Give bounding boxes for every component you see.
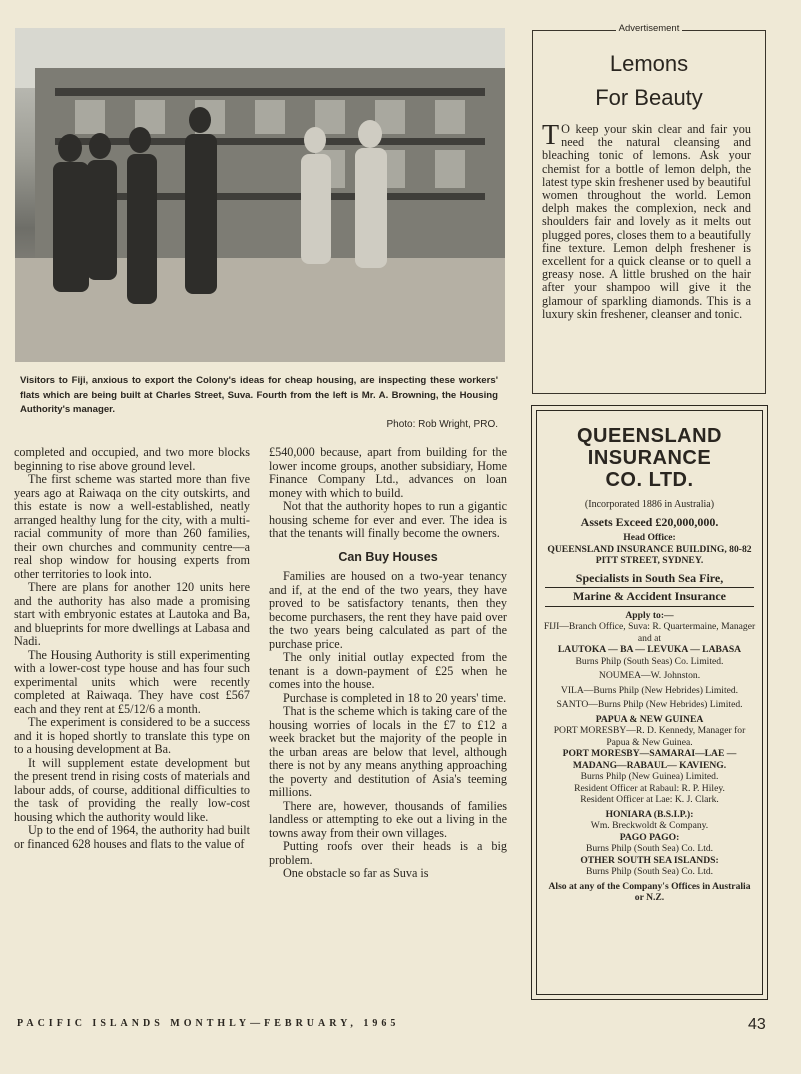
agent-line: Burns Philp (South Seas) Co. Limited. xyxy=(575,655,724,667)
paragraph: £540,000 because, apart from building for the lower income groups, another subsidiary, Home Finance Company Ltd., advances on loan money with which to build. xyxy=(269,445,507,500)
ad-body: T O keep your skin clear and fair you need the natural cleansing and bleaching tonic of lemons. Ask your chemist for a bottle of lemon delph, the latest type skin freshener used by beautiful women throughout the world. Lemon delph makes the complexion, neck and shoulders fair and lovely as it melts out plugged pores, closes them to a beautifully fine texture. Lemon delph freshener is excellent for a quick cleanse or to quell a greasy nose. A little brushed on the hair after your shampoo will give it the glamour of sparkling diamonds. This is a luxury skin freshener, cleanser and tonic. xyxy=(542,120,751,321)
photo-credit: Photo: Rob Wright, PRO. xyxy=(386,418,498,430)
agent-line: LAUTOKA — BA — LEVUKA — LABASA xyxy=(557,644,742,655)
head-office-address: QUEENSLAND INSURANCE BUILDING, 80-82 PITT STREET, SYDNEY. xyxy=(547,543,752,566)
agent-line: Resident Officer at Rabaul: R. P. Hiley. xyxy=(574,782,725,794)
paragraph: That is the scheme which is taking care of the housing worries of locals in the £7 to £12 a week bracket but the majority of the people in the urban areas are below that level, although there is not by any means anything approaching the poverty and destitution of Asia's teeming millions. xyxy=(269,704,507,799)
article-column-1 xyxy=(14,446,250,851)
ad-title: Lemons For Beauty xyxy=(595,51,703,110)
agent-line: Burns Philp (South Sea) Co. Ltd. xyxy=(585,843,714,854)
paragraph: Not that the authority hopes to run a gigantic housing scheme for ever and ever. The idea is that the tenants will finally become the owners. xyxy=(269,499,507,540)
apply-label: Apply to:— xyxy=(625,609,674,621)
assets-line: Assets Exceed £20,000,000. xyxy=(580,514,719,529)
paragraph: completed and occupied, and two more blocks beginning to rise above ground level. xyxy=(14,445,250,473)
drop-cap: T xyxy=(542,120,560,151)
agent-line: VILA—Burns Philp (New Hebrides) Limited. xyxy=(560,684,739,696)
agent-line: PORT MORESBY—SAMARAI—LAE —MADANG—RABAUL— KAVIENG. xyxy=(562,748,737,771)
housing-photo xyxy=(15,28,505,362)
lemons-advertisement xyxy=(532,23,766,394)
paragraph: The Housing Authority is still experimenting with a lower-cost type house and has four such experimental units which were recently completed at Raiwaqa. They have cost £567 each and they rent at £5/12/6 a month. xyxy=(14,647,250,716)
head-office-label: Head Office: xyxy=(623,532,676,543)
agent-line: SANTO—Burns Philp (New Hebrides) Limited. xyxy=(556,699,743,710)
agent-line: OTHER SOUTH SEA ISLANDS: xyxy=(580,854,719,866)
section-subheading: Can Buy Houses xyxy=(338,549,438,564)
paragraph: One obstacle so far as Suva is xyxy=(283,866,429,880)
company-name: QUEENSLAND INSURANCE CO. LTD. xyxy=(576,425,722,491)
agent-line: PORT MORESBY—R. D. Kennedy, Manager for Papua & New Guinea. xyxy=(553,725,746,748)
agent-line: PAPUA & NEW GUINEA xyxy=(595,713,704,725)
paragraph: There are, however, thousands of families landless or attempting to eke out a living in the towns away from their own villages. xyxy=(269,798,507,840)
agent-line: FIJI—Branch Office, Suva: R. Quartermaine, Manager and at xyxy=(543,621,756,644)
paragraph: Putting roofs over their heads is a big problem. xyxy=(269,839,507,867)
queensland-insurance-advertisement xyxy=(531,405,768,1000)
incorporation-note: (Incorporated 1886 in Australia) xyxy=(584,499,715,510)
article-column-2 xyxy=(269,446,507,881)
paragraph: The first scheme was started more than five years ago at Raiwaqa on the city outskirts, and this estate is now a well-established, neatly arranged healthy lung for the city, with a multi-racial community of more than 260 families, their own churches and community centre—a real shop window for housing experts from other territories to look into. xyxy=(14,472,250,581)
agent-line: Also at any of the Company's Offices in Australia or N.Z. xyxy=(548,880,751,903)
agent-line: Resident Officer at Lae: K. J. Clark. xyxy=(580,794,719,805)
marine-line: Marine & Accident Insurance xyxy=(573,589,726,603)
paragraph: The only initial outlay expected from the tenant is a down-payment of £25 when he comes into the house. xyxy=(269,650,507,691)
caption-text: Visitors to Fiji, anxious to export the Colony's ideas for cheap housing, are inspecting these workers' flats which are being built at Charles Street, Suva. Fourth from the left is Mr. A. Browning, the Housing Authority's manager. xyxy=(20,375,498,416)
paragraph: Families are housed on a two-year tenancy and if, at the end of the two years, they have proved to be satisfactory tenants, then they become purchasers, the rent they have paid over the two years being calculated as part of the purchase price. xyxy=(269,569,507,651)
agent-line: Burns Philp (South Sea) Co. Ltd. xyxy=(585,866,714,877)
paragraph: Purchase is completed in 18 to 20 years' time. xyxy=(283,690,507,705)
photo-caption xyxy=(20,374,498,432)
agent-line: Burns Philp (New Guinea) Limited. xyxy=(580,771,719,782)
page-footer: PACIFIC ISLANDS MONTHLY—FEBRUARY, 1965 xyxy=(17,1018,400,1029)
agent-line: NOUMEA—W. Johnston. xyxy=(598,670,701,681)
advertisement-label: Advertisement xyxy=(533,23,765,34)
paragraph: Up to the end of 1964, the authority had built or financed 628 houses and flats to the value of xyxy=(14,823,250,851)
agent-line: Wm. Breckwoldt & Company. xyxy=(590,820,709,831)
paragraph: It will supplement estate development but the present trend in rising costs of materials and labour adds, of course, additional difficulties to the task of providing the really low-cost housing which the authority would like. xyxy=(14,755,250,824)
paragraph: There are plans for another 120 units here and the authority has also made a promising start with embryonic estates at Lautoka and Ba, and blueprints for more dwellings at Labasa and Nadi. xyxy=(14,580,250,648)
page-number: 43 xyxy=(748,1016,766,1033)
specialists-line: Specialists in South Sea Fire, xyxy=(575,570,724,585)
agent-line: HONIARA (B.S.I.P.): xyxy=(605,808,694,820)
paragraph: The experiment is considered to be a success and it is hoped shortly to translate this type on to a housing development at Ba. xyxy=(14,715,250,756)
agent-line: PAGO PAGO: xyxy=(619,831,680,843)
